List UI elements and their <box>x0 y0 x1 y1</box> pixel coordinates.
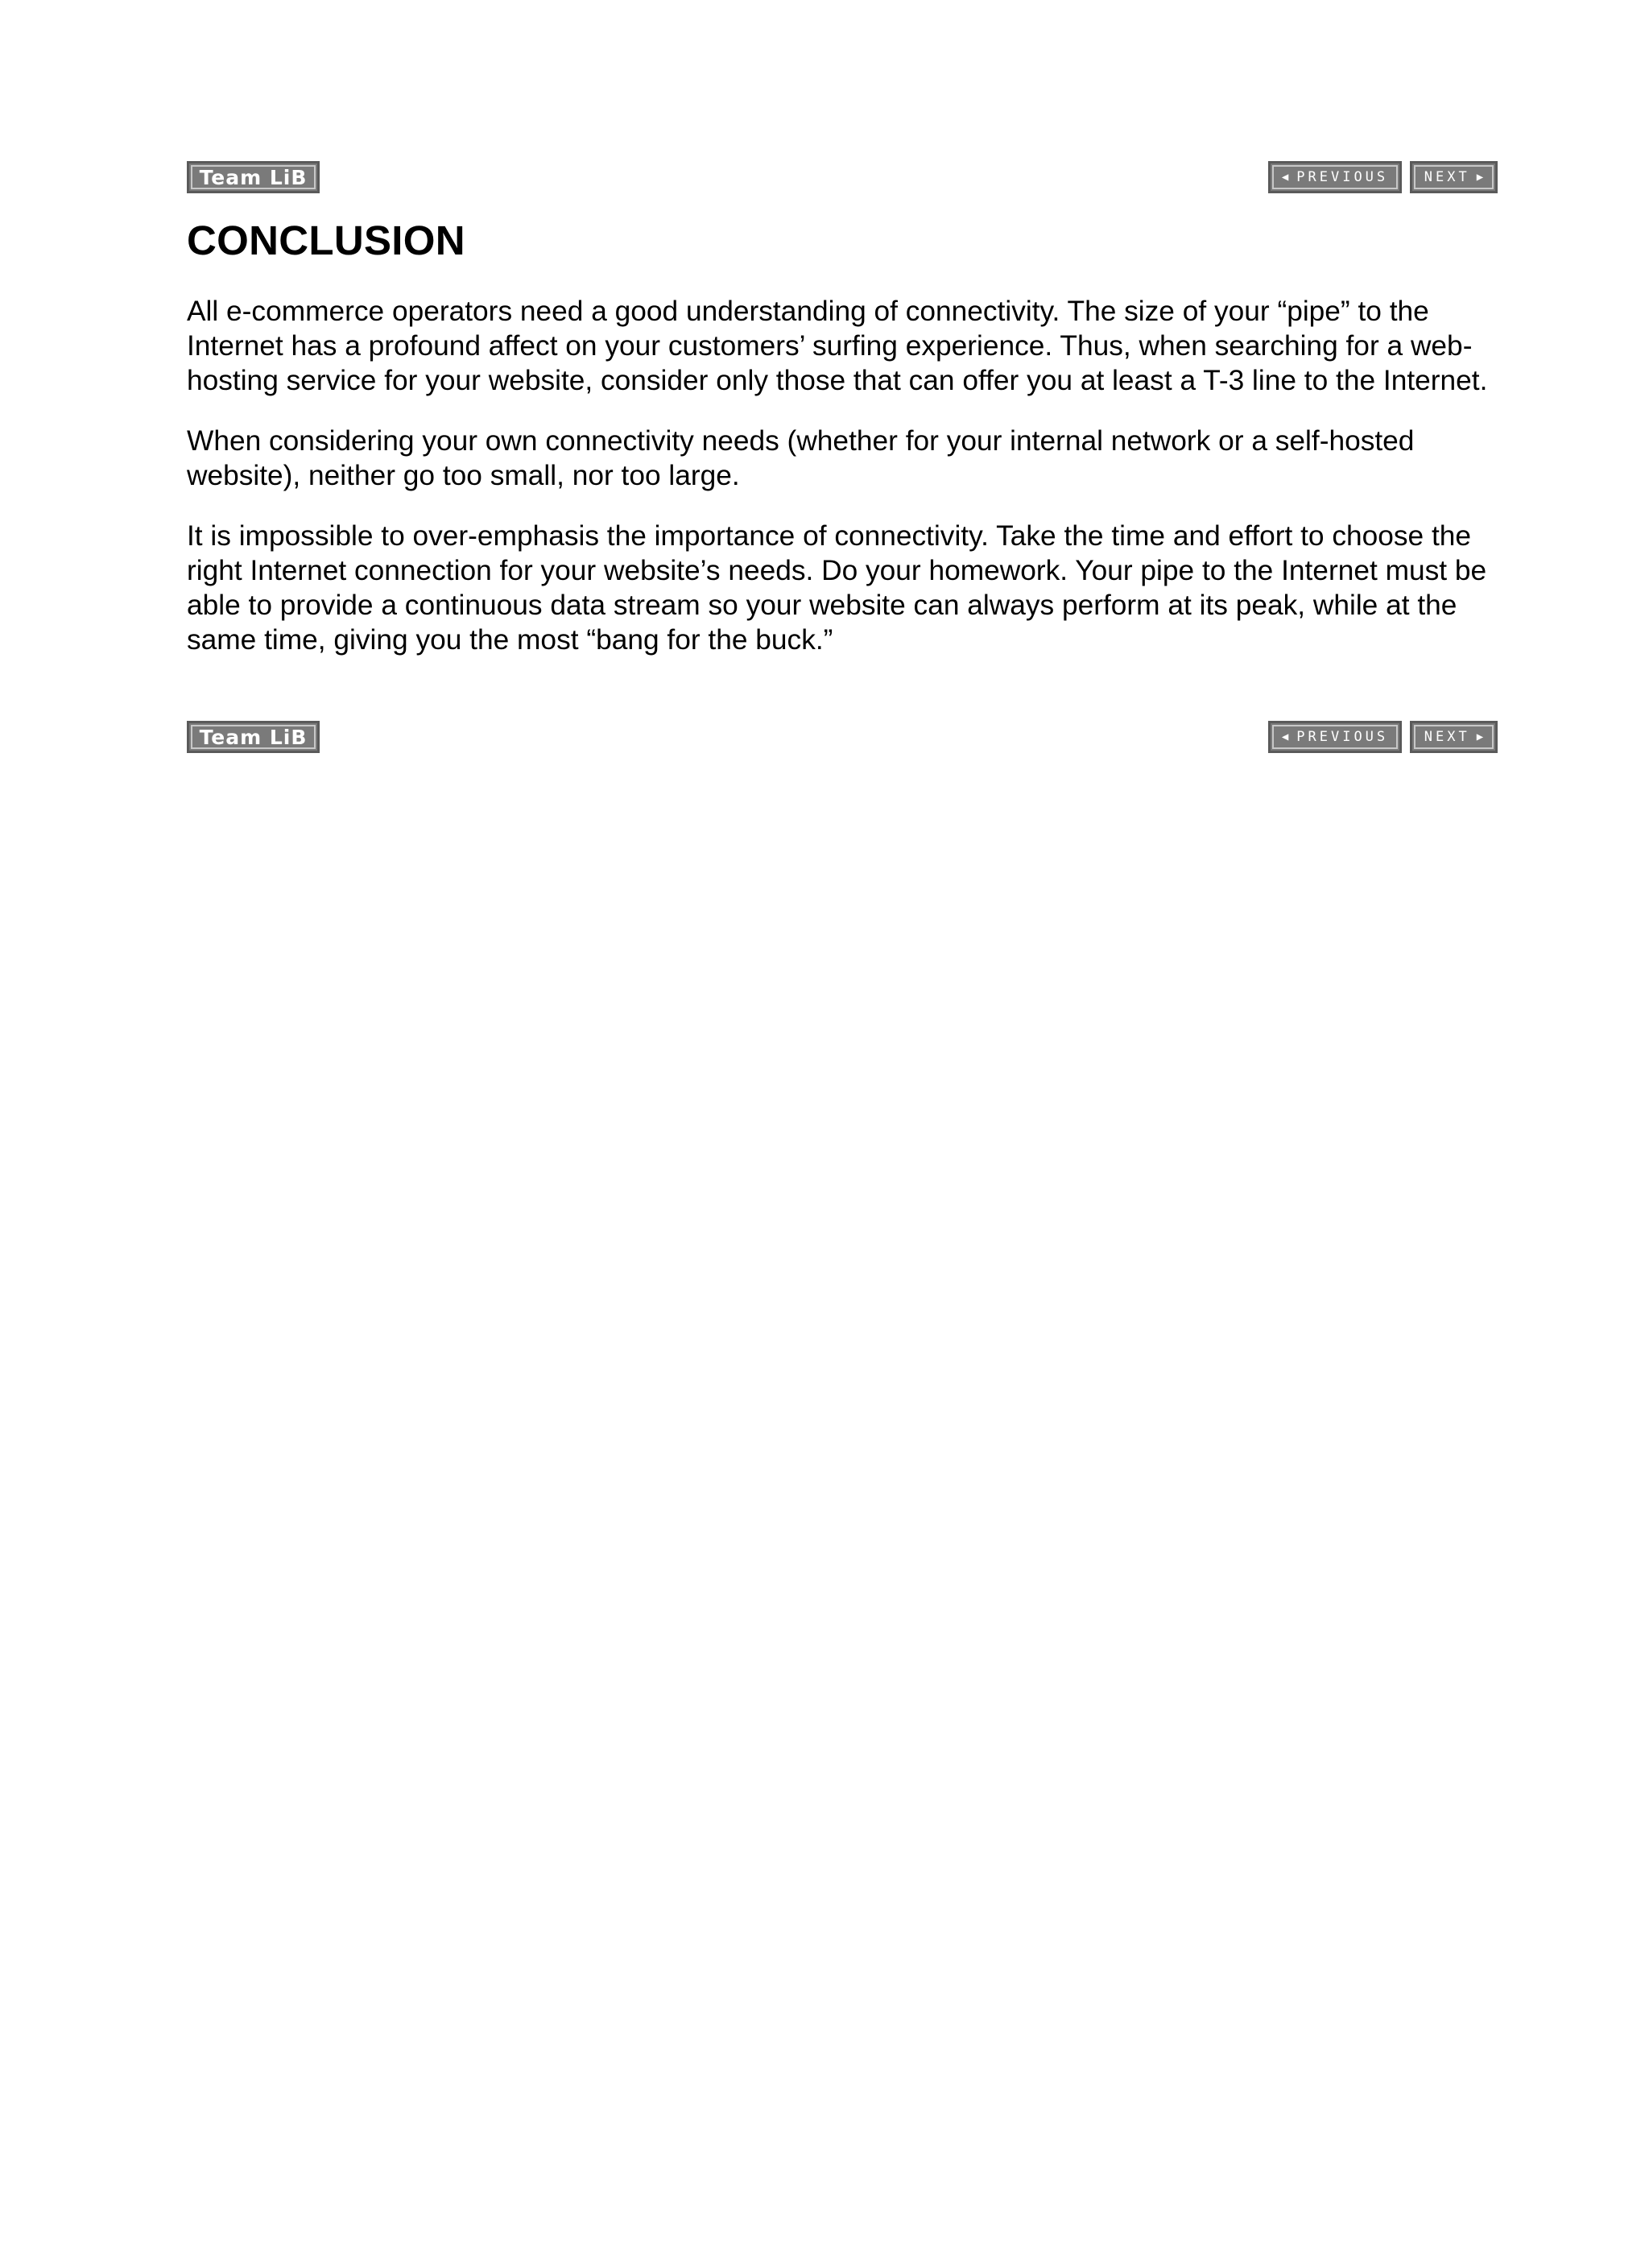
previous-button[interactable] <box>1268 721 1402 753</box>
page-title: CONCLUSION <box>187 217 465 263</box>
arrow-left-icon: ◀ <box>1281 171 1289 184</box>
team-lib-label: Team LiB <box>199 725 308 749</box>
next-label: NEXT <box>1424 169 1470 185</box>
next-button[interactable] <box>1410 161 1498 193</box>
previous-label: PREVIOUS <box>1296 729 1389 745</box>
top-navigation-bar <box>187 161 1498 193</box>
previous-label: PREVIOUS <box>1296 169 1389 185</box>
arrow-right-icon: ▶ <box>1476 730 1484 743</box>
bottom-navigation-bar <box>187 721 1498 753</box>
body-text <box>187 294 1507 683</box>
next-label: NEXT <box>1424 729 1470 745</box>
arrow-left-icon: ◀ <box>1281 730 1289 743</box>
paragraph-2: When considering your own connectivity needs (whether for your internal network or a self-hosted website), neither go too small, nor too large. <box>187 425 1415 491</box>
paragraph-3: It is impossible to over-emphasis the importance of connectivity. Take the time and effort to choose the right Internet connection for your website’s needs. Do your homework. Your pipe to the Internet must be able to provide a continuous data stream so your website can always perform at its peak, while at the same time, giving you the most “bang for the buck.” <box>187 520 1487 656</box>
previous-button[interactable] <box>1268 161 1402 193</box>
paragraph-1: All e-commerce operators need a good understanding of connectivity. The size of your “pipe” to the Internet has a profound affect on your customers’ surfing experience. Thus, when searching for a web-hosting service for your website, consider only those that can offer you at least a T-3 line to the Internet. <box>187 296 1488 396</box>
team-lib-button[interactable] <box>187 161 320 193</box>
arrow-right-icon: ▶ <box>1476 171 1484 184</box>
next-button[interactable] <box>1410 721 1498 753</box>
team-lib-button[interactable] <box>187 721 320 753</box>
team-lib-label: Team LiB <box>199 165 308 189</box>
